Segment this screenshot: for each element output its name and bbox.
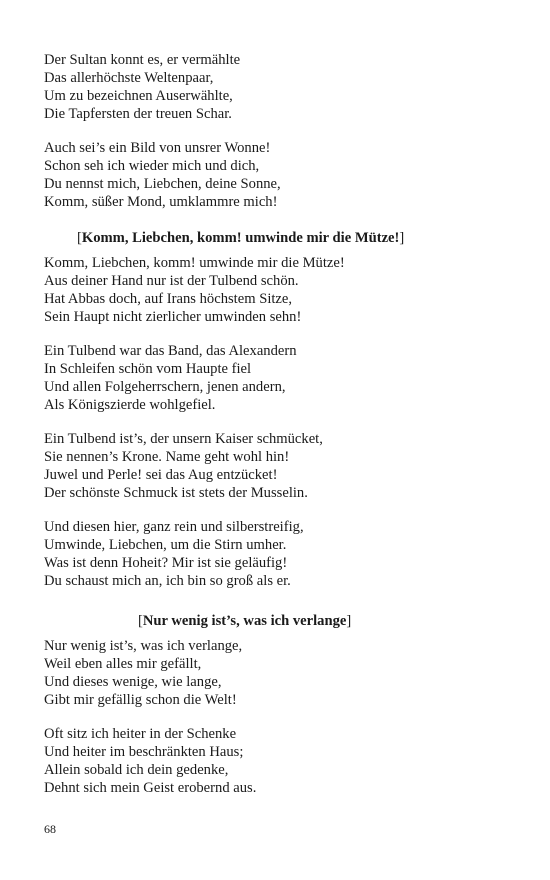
verse-line: Du schaust mich an, ich bin so groß als er. xyxy=(44,573,291,589)
stanza-gap xyxy=(44,123,514,139)
verse-line: Dehnt sich mein Geist erobernd aus. xyxy=(44,780,257,796)
verse-line: Und diesen hier, ganz rein und silberstreifig, xyxy=(44,519,304,535)
page-number: 68 xyxy=(44,822,56,836)
verse-line: Der Sultan konnt es, er vermählte xyxy=(44,52,241,68)
verse-line: Das allerhöchste Weltenpaar, xyxy=(44,70,214,86)
verse-line: Du nennst mich, Liebchen, deine Sonne, xyxy=(44,176,281,192)
stanza xyxy=(44,725,514,797)
verse-line: Umwinde, Liebchen, um die Stirn umher. xyxy=(44,537,287,553)
verse-line: Hat Abbas doch, auf Irans höchstem Sitze, xyxy=(44,291,293,307)
verse-line: Was ist denn Hoheit? Mir ist sie geläufig! xyxy=(44,555,288,571)
verse-line: Gibt mir gefällig schon die Welt! xyxy=(44,692,237,708)
verse-line: Auch sei’s ein Bild von unsrer Wonne! xyxy=(44,140,271,156)
verse-line: Schon seh ich wieder mich und dich, xyxy=(44,158,260,174)
verse-line: Um zu bezeichnen Auserwählte, xyxy=(44,88,233,104)
verse-line: Und allen Folgeherrschern, jenen andern, xyxy=(44,379,286,395)
stanza-gap xyxy=(44,326,514,342)
poem-title xyxy=(44,612,514,630)
stanza-gap xyxy=(44,502,514,518)
verse-line: Die Tapfersten der treuen Schar. xyxy=(44,106,232,122)
bracket-close: ] xyxy=(399,230,405,246)
stanza xyxy=(44,51,514,123)
verse-line: Als Königszierde wohlgefiel. xyxy=(44,397,216,413)
verse-line: Oft sitz ich heiter in der Schenke xyxy=(44,726,237,742)
page-body xyxy=(44,51,514,797)
verse-line: Sie nennen’s Krone. Name geht wohl hin! xyxy=(44,449,290,465)
stanza xyxy=(44,139,514,211)
stanza-gap xyxy=(44,414,514,430)
verse-line: Der schönste Schmuck ist stets der Musselin. xyxy=(44,485,308,501)
bracket-open: [ xyxy=(138,613,143,629)
verse-line: Allein sobald ich dein gedenke, xyxy=(44,762,229,778)
stanza-gap xyxy=(44,709,514,725)
stanza xyxy=(44,342,514,414)
stanza xyxy=(44,254,514,326)
verse-line: Juwel und Perle! sei das Aug entzücket! xyxy=(44,467,278,483)
verse-line: Weil eben alles mir gefällt, xyxy=(44,656,202,672)
verse-line: Und dieses wenige, wie lange, xyxy=(44,674,222,690)
verse-line: Sein Haupt nicht zierlicher umwinden sehn! xyxy=(44,309,302,325)
verse-line: In Schleifen schön vom Haupte fiel xyxy=(44,361,252,377)
poem-title-text: Nur wenig ist’s, was ich verlange xyxy=(142,613,347,629)
bracket-open: [ xyxy=(77,230,82,246)
verse-line: Und heiter im beschränkten Haus; xyxy=(44,744,244,760)
verse-line: Ein Tulbend war das Band, das Alexandern xyxy=(44,343,297,359)
stanza xyxy=(44,518,514,590)
bracket-close: ] xyxy=(346,613,352,629)
poem-title xyxy=(44,229,514,247)
verse-line: Komm, Liebchen, komm! umwinde mir die Mütze! xyxy=(44,255,345,271)
verse-line: Ein Tulbend ist’s, der unsern Kaiser schmücket, xyxy=(44,431,323,447)
verse-line: Komm, süßer Mond, umklammre mich! xyxy=(44,194,278,210)
stanza xyxy=(44,637,514,709)
stanza xyxy=(44,430,514,502)
poem-title-text: Komm, Liebchen, komm! umwinde mir die Mütze! xyxy=(81,230,400,246)
verse-line: Aus deiner Hand nur ist der Tulbend schön. xyxy=(44,273,299,289)
verse-line: Nur wenig ist’s, was ich verlange, xyxy=(44,638,243,654)
